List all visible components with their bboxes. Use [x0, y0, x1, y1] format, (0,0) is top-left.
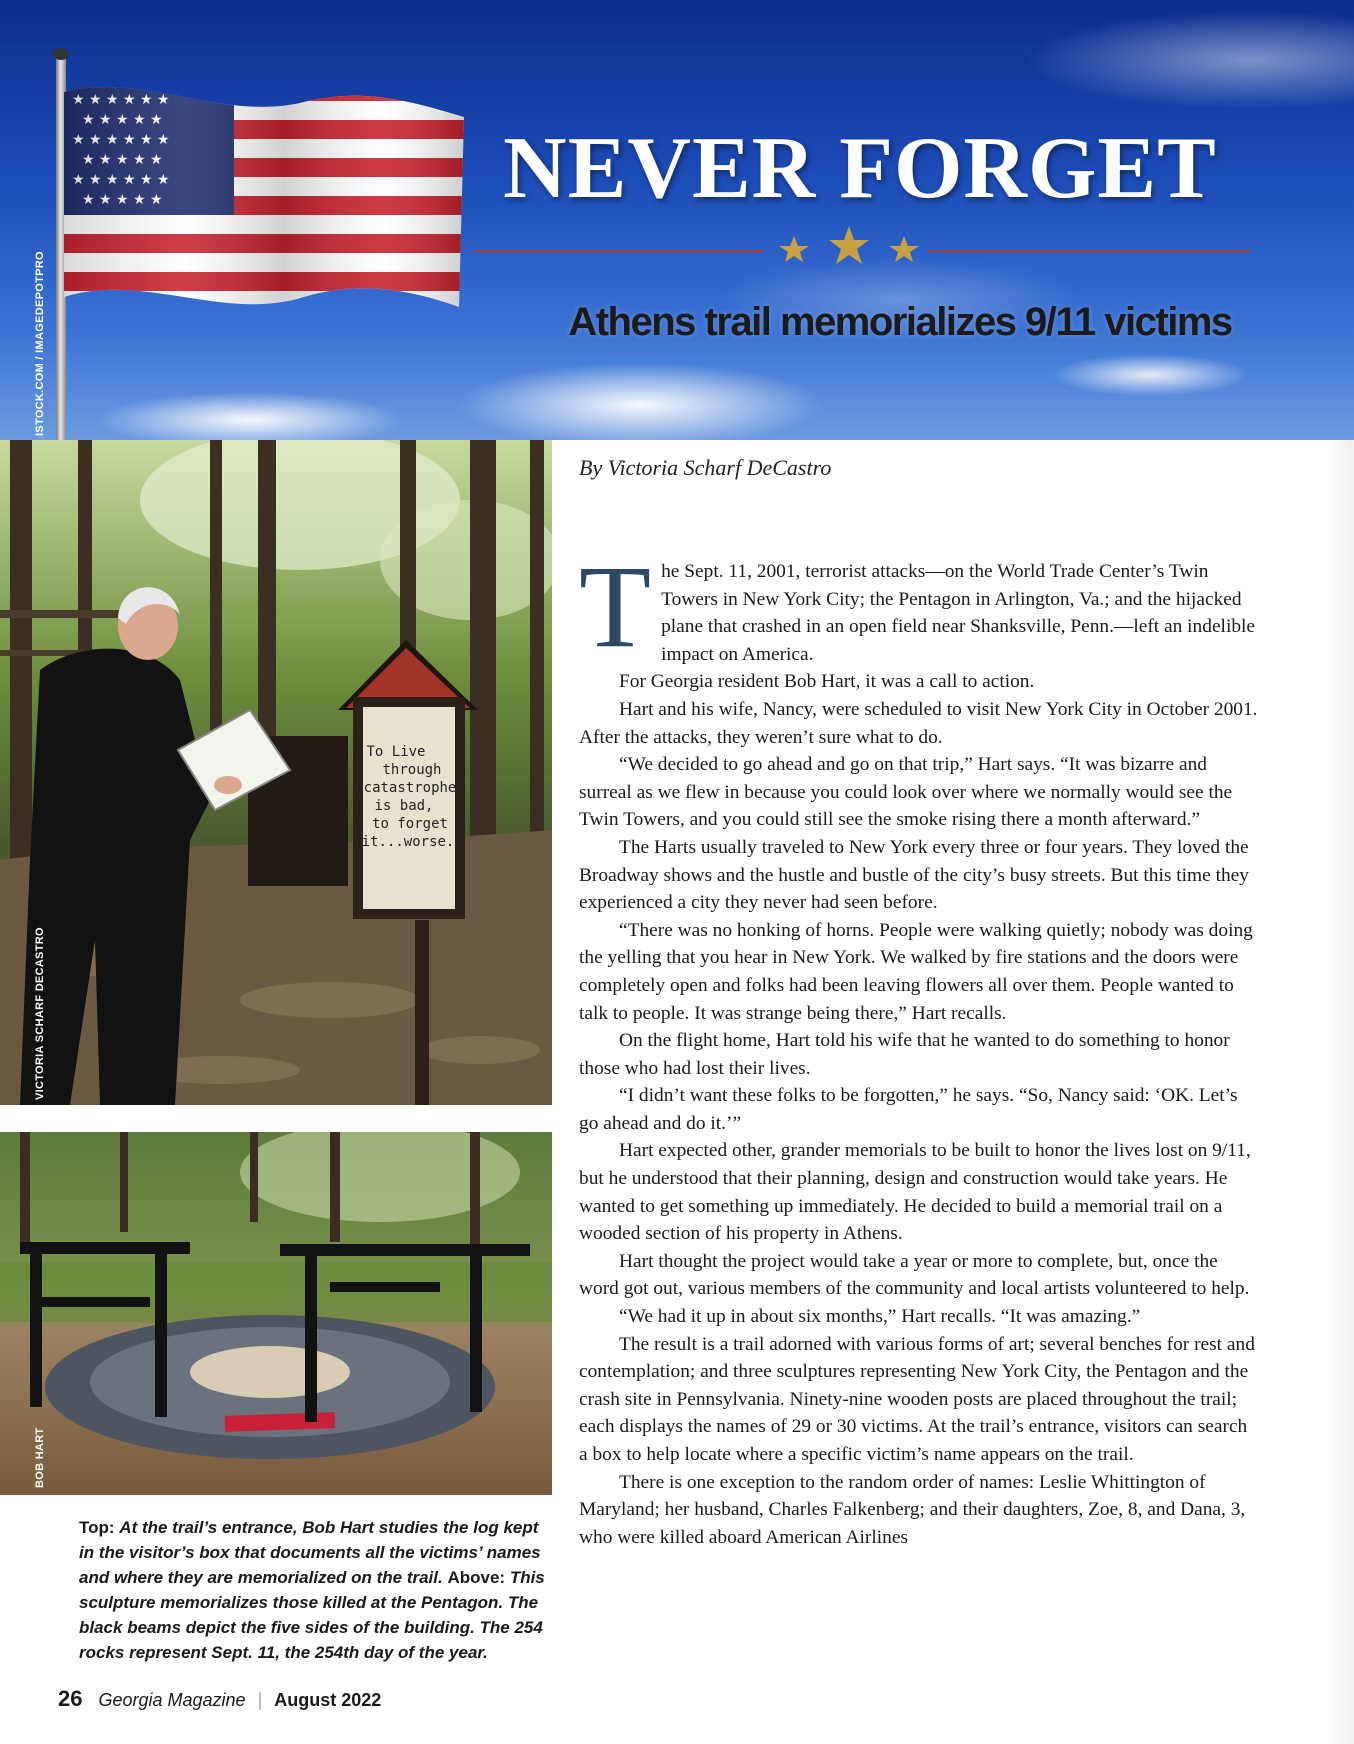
page-number: 26: [58, 1686, 83, 1711]
us-flag-icon: [64, 82, 464, 332]
bottom-photo-credit: BOB HART: [34, 1427, 46, 1488]
article-subtitle: Athens trail memorializes 9/11 victims: [568, 300, 1232, 344]
article-paragraph: On the flight home, Hart told his wife that he wanted to do something to honor those who had lost their lives.: [579, 1030, 1230, 1079]
sign-line-4: is bad,: [374, 798, 434, 814]
magazine-name: Georgia Magazine: [98, 1690, 246, 1710]
flagpole-finial: [53, 48, 69, 60]
sign-line-5: to forget: [372, 816, 448, 832]
page-title: NEVER FORGET: [503, 120, 1217, 217]
issue-date: August 2022: [274, 1690, 382, 1710]
drop-cap: T: [579, 541, 652, 672]
hero-banner: [0, 0, 1354, 440]
byline: By Victoria Scharf DeCastro: [579, 455, 832, 480]
page-edge-shadow: [1326, 440, 1354, 1744]
sign-line-6: it...worse.: [361, 834, 455, 850]
article-paragraph: “We had it up in about six months,” Hart recalls. “It was amazing.”: [619, 1306, 1141, 1328]
photo-caption: [79, 1515, 549, 1665]
article-paragraph: “We decided to go ahead and go on that trip,” Hart says. “It was bizarre and surreal as we flew in because you could look over where we normally would see the Twin Towers, and you could still see the smoke rising there a month afterward.”: [579, 754, 1233, 831]
caption-above-label: Above:: [447, 1568, 506, 1587]
article-paragraph: Hart expected other, grander memorials to be built to honor the lives lost on 9/11, but he understood that their planning, design and construction would take years. He wanted to get something up immediately. He decided to build a memorial trail on a wooded section of his property in Athens.: [579, 1140, 1251, 1245]
sign-line-3: catastrophe: [363, 780, 457, 796]
article-paragraph: For Georgia resident Bob Hart, it was a call to action.: [619, 671, 1035, 693]
hero-photo-credit: ISTOCK.COM / IMAGEDEPOTPRO: [34, 251, 46, 436]
photo-pentagon-sculpture: [0, 1132, 552, 1495]
caption-top-label: Top:: [79, 1518, 115, 1537]
top-photo-credit: VICTORIA SCHARF DECASTRO: [34, 927, 46, 1100]
article-paragraph-1: [579, 541, 1259, 672]
caption-top-text: At the trail’s entrance, Bob Hart studies the log kept in the visitor’s box that documents all the victims’ names and where they are memorialized on the trail.: [79, 1518, 541, 1587]
sign-line-2: through: [382, 762, 442, 778]
photo-bob-hart-visitor-box: [0, 440, 552, 1105]
page-footer: [58, 1686, 381, 1712]
article-paragraph: There is one exception to the random order of names: Leslie Whittington of Maryland; her husband, Charles Falkenberg; and their daughters, Zoe, 8, and Dana, 3, who were killed aboard American Airlines: [579, 1471, 1246, 1548]
article-paragraph: Hart and his wife, Nancy, were scheduled to visit New York City in October 2001. After the attacks, they weren’t sure what to do.: [579, 698, 1258, 748]
article-body: [579, 541, 1259, 1551]
article-paragraph: The Harts usually traveled to New York every three or four years. They loved the Broadway shows and the hustle and bustle of the city’s busy streets. But this time they experienced a city they never had seen before.: [579, 836, 1249, 914]
article-paragraph: “I didn’t want these folks to be forgotten,” he says. “So, Nancy said: ‘OK. Let’s go ahead and do it.’”: [579, 1085, 1238, 1134]
article-paragraph: “There was no honking of horns. People were walking quietly; nobody was doing the yelling that you hear in New York. We walked by fire stations and the doors were completely open and folks had been leaving flowers all over them. People wanted to talk to people. It was strange being there,” Hart recalls.: [579, 919, 1253, 1024]
footer-divider: |: [257, 1690, 263, 1710]
article-paragraph: The result is a trail adorned with various forms of art; several benches for rest and contemplation; and three sculptures representing New York City, the Pentagon and the crash site in Pennsylvania. Ninety-nine wooden posts are placed throughout the trail; each displays the names of 29 or 30 victims. At the trail’s entrance, visitors can search a box to help locate where a specific victim’s name appears on the trail.: [579, 1333, 1255, 1465]
caption-above-text: This sculpture memorializes those killed at the Pentagon. The black beams depict the five sides of the building. The 254 rocks represent Sept. 11, the 254th day of the year.: [79, 1568, 545, 1662]
first-paragraph-text: he Sept. 11, 2001, terrorist attacks—on the World Trade Center’s Twin Towers in New York City; the Pentagon in Arlington, Va.; and the hijacked plane that crashed in an open field near Shanksville, Penn.—left an indelible impact on America.: [661, 561, 1256, 665]
sign-line-1: To Live: [366, 744, 426, 760]
article-paragraph: Hart thought the project would take a year or more to complete, but, once the word got out, various members of the community and local artists volunteered to help.: [579, 1250, 1250, 1300]
three-stars-icon: [774, 222, 924, 274]
title-rule-left: [474, 250, 764, 252]
title-rule-right: [928, 250, 1250, 252]
